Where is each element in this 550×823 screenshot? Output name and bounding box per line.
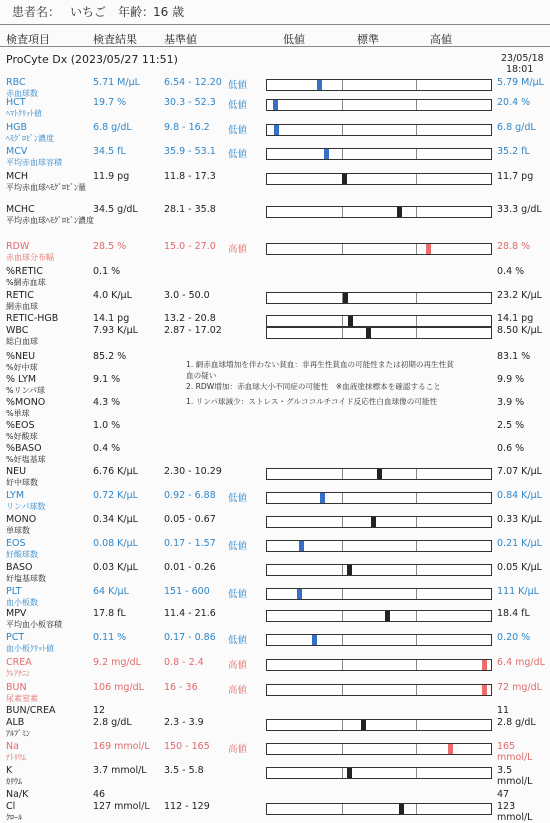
previous-value: 14.1 pg bbox=[497, 313, 534, 324]
result-value: 0.34 K/μL bbox=[93, 514, 138, 525]
reference-range: 9.8 - 16.2 bbox=[164, 122, 210, 133]
result-row bbox=[0, 266, 550, 288]
range-bar bbox=[266, 292, 492, 304]
age-label: 年齢： bbox=[118, 5, 155, 19]
result-row bbox=[0, 443, 550, 465]
range-bar bbox=[266, 148, 492, 160]
previous-value: 0.05 K/μL bbox=[497, 562, 542, 573]
range-divider bbox=[416, 744, 417, 754]
test-name: %RETIC bbox=[6, 266, 43, 277]
comment-line: 2. RDW増加：赤血球大小不同症の可能性 ※血液塗抹標本を確認すること bbox=[186, 382, 441, 391]
previous-value: 20.4 % bbox=[497, 97, 531, 108]
range-divider bbox=[342, 125, 343, 135]
result-row bbox=[0, 325, 550, 347]
reference-range: 151 - 600 bbox=[164, 586, 210, 597]
result-value: 14.1 pg bbox=[93, 313, 130, 324]
result-row bbox=[0, 490, 550, 512]
status-flag: 低値 bbox=[228, 80, 248, 91]
result-row bbox=[0, 514, 550, 536]
patient-name-label: 患者名： bbox=[12, 5, 61, 19]
range-divider bbox=[416, 565, 417, 575]
range-bar bbox=[266, 803, 492, 815]
range-divider bbox=[416, 493, 417, 503]
test-name: CREA bbox=[6, 657, 32, 668]
reference-range: 2.3 - 3.9 bbox=[164, 717, 204, 728]
range-divider bbox=[342, 635, 343, 645]
range-bar bbox=[266, 767, 492, 779]
test-name: BUN bbox=[6, 682, 27, 693]
test-subname: 好塩基球数 bbox=[6, 574, 46, 583]
result-row bbox=[0, 657, 550, 679]
reference-range: 15.0 - 27.0 bbox=[164, 241, 216, 252]
test-subname: 尿素窒素 bbox=[6, 694, 38, 703]
test-subname: %単球 bbox=[6, 409, 30, 418]
test-name: % LYM bbox=[6, 374, 37, 385]
range-divider bbox=[342, 517, 343, 527]
previous-value: 0.33 K/μL bbox=[497, 514, 542, 525]
range-bar bbox=[266, 564, 492, 576]
status-flag: 低値 bbox=[228, 125, 248, 136]
result-value: 9.2 mg/dL bbox=[93, 657, 141, 668]
range-divider bbox=[342, 149, 343, 159]
result-row bbox=[0, 466, 550, 488]
previous-value: 72 mg/dL bbox=[497, 682, 542, 693]
test-name: RDW bbox=[6, 241, 30, 252]
range-marker bbox=[482, 660, 487, 670]
previous-value: 0.6 % bbox=[497, 443, 525, 454]
test-name: MONO bbox=[6, 514, 37, 525]
result-value: 2.8 g/dL bbox=[93, 717, 132, 728]
range-marker bbox=[448, 744, 453, 754]
test-subname: 赤血球数 bbox=[6, 89, 38, 98]
range-bar bbox=[266, 173, 492, 185]
test-name: RETIC-HGB bbox=[6, 313, 59, 324]
result-row bbox=[0, 717, 550, 739]
test-subname: 血小板数 bbox=[6, 598, 38, 607]
patient-name: いちご bbox=[70, 5, 107, 19]
previous-value: 6.4 mg/dL bbox=[497, 657, 545, 668]
test-subname: 赤血球分布幅 bbox=[6, 253, 54, 262]
reference-range: 35.9 - 53.1 bbox=[164, 146, 216, 157]
test-name: K bbox=[6, 765, 13, 776]
result-row bbox=[0, 97, 550, 119]
test-subname: %リンパ球 bbox=[6, 386, 46, 395]
previous-value: 0.4 % bbox=[497, 266, 525, 277]
range-bar bbox=[266, 659, 492, 671]
age-value: 16 歳 bbox=[153, 5, 185, 19]
range-divider bbox=[416, 635, 417, 645]
test-name: PCT bbox=[6, 632, 25, 643]
result-value: 11.9 pg bbox=[93, 171, 130, 182]
range-bar bbox=[266, 468, 492, 480]
range-divider bbox=[416, 685, 417, 695]
result-row bbox=[0, 765, 550, 787]
result-value: 0.4 % bbox=[93, 443, 121, 454]
result-row bbox=[0, 741, 550, 763]
column-low-header: 低値 bbox=[283, 33, 305, 46]
range-marker bbox=[274, 125, 279, 135]
range-divider bbox=[416, 804, 417, 814]
device-title: ProCyte Dx (2023/05/27 11:51) bbox=[6, 53, 178, 66]
result-row bbox=[0, 682, 550, 704]
range-marker bbox=[426, 244, 431, 254]
result-value: 106 mg/dL bbox=[93, 682, 144, 693]
range-marker bbox=[317, 80, 322, 90]
range-divider bbox=[342, 328, 343, 338]
status-flag: 高値 bbox=[228, 744, 248, 755]
result-value: 6.8 g/dL bbox=[93, 122, 132, 133]
test-subname: %好塩基球 bbox=[6, 455, 46, 464]
range-divider bbox=[342, 744, 343, 754]
reference-range: 6.54 - 12.20 bbox=[164, 77, 222, 88]
reference-range: 150 - 165 bbox=[164, 741, 210, 752]
range-divider bbox=[416, 611, 417, 621]
range-bar bbox=[266, 719, 492, 731]
range-divider bbox=[416, 100, 417, 110]
result-row bbox=[0, 586, 550, 608]
range-divider bbox=[416, 469, 417, 479]
test-subname: 平均赤血球ﾍﾓｸﾞﾛﾋﾞﾝ濃度 bbox=[6, 216, 94, 225]
range-divider bbox=[416, 768, 417, 778]
range-bar bbox=[266, 124, 492, 136]
previous-value: 2.5 % bbox=[497, 420, 525, 431]
test-subname: ﾍﾏﾄｸﾘｯﾄ値 bbox=[6, 109, 42, 118]
test-subname: 平均血小板容積 bbox=[6, 620, 62, 629]
range-divider bbox=[416, 244, 417, 254]
result-value: 34.5 g/dL bbox=[93, 204, 138, 215]
range-bar bbox=[266, 79, 492, 91]
test-name: HCT bbox=[6, 97, 26, 108]
test-subname: 好中球数 bbox=[6, 478, 38, 487]
result-value: 169 mmol/L bbox=[93, 741, 150, 752]
status-flag: 低値 bbox=[228, 100, 248, 111]
range-marker bbox=[482, 685, 487, 695]
test-subname: 平均赤血球ﾍﾓｸﾞﾛﾋﾞﾝ量 bbox=[6, 183, 86, 192]
range-divider bbox=[416, 149, 417, 159]
range-bar bbox=[266, 610, 492, 622]
column-result-header: 検査結果 bbox=[93, 33, 137, 46]
range-marker bbox=[297, 589, 302, 599]
range-bar bbox=[266, 743, 492, 755]
range-bar bbox=[266, 99, 492, 111]
range-marker bbox=[347, 565, 352, 575]
test-name: MCV bbox=[6, 146, 28, 157]
range-divider bbox=[416, 207, 417, 217]
range-divider bbox=[416, 541, 417, 551]
result-row bbox=[0, 801, 550, 823]
result-row bbox=[0, 171, 550, 193]
test-subname: ｱﾙﾌﾞﾐﾝ bbox=[6, 729, 30, 738]
reference-range: 30.3 - 52.3 bbox=[164, 97, 216, 108]
range-bar bbox=[266, 588, 492, 600]
result-row bbox=[0, 608, 550, 630]
range-divider bbox=[416, 589, 417, 599]
range-bar bbox=[266, 243, 492, 255]
status-flag: 低値 bbox=[228, 149, 248, 160]
test-subname: ﾍﾓｸﾞﾛﾋﾞﾝ濃度 bbox=[6, 134, 54, 143]
reference-range: 0.17 - 1.57 bbox=[164, 538, 216, 549]
previous-date: 23/05/18 bbox=[501, 53, 544, 64]
range-divider bbox=[342, 541, 343, 551]
test-name: %EOS bbox=[6, 420, 35, 431]
range-divider bbox=[342, 80, 343, 90]
range-marker bbox=[347, 768, 352, 778]
test-subname: 網赤血球 bbox=[6, 302, 38, 311]
column-reference-header: 基準値 bbox=[164, 33, 197, 46]
test-subname: 総白血球 bbox=[6, 337, 38, 346]
status-flag: 高値 bbox=[228, 660, 248, 671]
test-subname: ｸﾚｱﾁﾆﾝ bbox=[6, 669, 30, 678]
previous-value: 47 bbox=[497, 789, 510, 800]
result-row bbox=[0, 122, 550, 144]
result-value: 0.1 % bbox=[93, 266, 121, 277]
test-name: RBC bbox=[6, 77, 26, 88]
result-value: 127 mmol/L bbox=[93, 801, 150, 812]
previous-value: 111 K/μL bbox=[497, 586, 539, 597]
previous-value: 35.2 fL bbox=[497, 146, 530, 157]
range-divider bbox=[342, 660, 343, 670]
test-name: %NEU bbox=[6, 351, 36, 362]
range-bar bbox=[266, 206, 492, 218]
range-divider bbox=[416, 80, 417, 90]
previous-value: 165 mmol/L bbox=[497, 741, 533, 763]
previous-value: 2.8 g/dL bbox=[497, 717, 536, 728]
test-subname: リンパ球数 bbox=[6, 502, 46, 511]
status-flag: 低値 bbox=[228, 493, 248, 504]
range-bar bbox=[266, 634, 492, 646]
reference-range: 2.30 - 10.29 bbox=[164, 466, 222, 477]
range-bar bbox=[266, 684, 492, 696]
range-bar bbox=[266, 540, 492, 552]
range-marker bbox=[377, 469, 382, 479]
column-item-header: 検査項目 bbox=[6, 33, 50, 46]
previous-value: 123 mmol/L bbox=[497, 801, 533, 823]
previous-time: 18:01 bbox=[506, 64, 534, 75]
result-value: 12 bbox=[93, 705, 106, 716]
range-marker bbox=[397, 207, 402, 217]
range-divider bbox=[342, 244, 343, 254]
previous-value: 9.9 % bbox=[497, 374, 525, 385]
test-name: NEU bbox=[6, 466, 27, 477]
range-divider bbox=[416, 174, 417, 184]
test-subname: %好中球 bbox=[6, 363, 38, 372]
range-marker bbox=[385, 611, 390, 621]
comment-line: 1. リンパ球減少：ストレス・グルココルチコイド反応性白血球像の可能性 bbox=[186, 397, 438, 406]
range-divider bbox=[342, 565, 343, 575]
status-flag: 高値 bbox=[228, 685, 248, 696]
result-row bbox=[0, 204, 550, 226]
result-row bbox=[0, 241, 550, 263]
test-name: ALB bbox=[6, 717, 25, 728]
result-row bbox=[0, 632, 550, 654]
previous-value: 18.4 fL bbox=[497, 608, 530, 619]
previous-value: 83.1 % bbox=[497, 351, 531, 362]
test-name: MPV bbox=[6, 608, 27, 619]
test-name: HGB bbox=[6, 122, 28, 133]
test-name: LYM bbox=[6, 490, 25, 501]
reference-range: 0.05 - 0.67 bbox=[164, 514, 216, 525]
test-subname: 血小板ｸﾘｯﾄ値 bbox=[6, 644, 54, 653]
reference-range: 16 - 36 bbox=[164, 682, 198, 693]
header-rule bbox=[0, 24, 550, 25]
range-divider bbox=[416, 125, 417, 135]
range-marker bbox=[361, 720, 366, 730]
previous-value: 23.2 K/μL bbox=[497, 290, 542, 301]
result-row bbox=[0, 77, 550, 99]
reference-range: 3.5 - 5.8 bbox=[164, 765, 204, 776]
range-divider bbox=[342, 768, 343, 778]
result-row bbox=[0, 146, 550, 168]
test-name: Na bbox=[6, 741, 19, 752]
result-value: 85.2 % bbox=[93, 351, 127, 362]
result-value: 19.7 % bbox=[93, 97, 127, 108]
result-value: 6.76 K/μL bbox=[93, 466, 138, 477]
result-value: 1.0 % bbox=[93, 420, 121, 431]
previous-value: 0.20 % bbox=[497, 632, 531, 643]
result-value: 0.72 K/μL bbox=[93, 490, 138, 501]
range-marker bbox=[399, 804, 404, 814]
test-name: MCH bbox=[6, 171, 28, 182]
range-marker bbox=[312, 635, 317, 645]
range-marker bbox=[342, 174, 347, 184]
reference-range: 28.1 - 35.8 bbox=[164, 204, 216, 215]
test-name: EOS bbox=[6, 538, 26, 549]
range-bar bbox=[266, 516, 492, 528]
test-name: Na/K bbox=[6, 789, 29, 800]
comment-line: 1. 網赤血球増加を伴わない貧血：非再生性貧血の可能性または初期の再生性貧 bbox=[186, 360, 454, 369]
column-rule bbox=[0, 46, 550, 47]
test-name: %MONO bbox=[6, 397, 46, 408]
test-subname: ﾅﾄﾘｳﾑ bbox=[6, 753, 26, 762]
status-flag: 低値 bbox=[228, 589, 248, 600]
previous-value: 7.07 K/μL bbox=[497, 466, 542, 477]
test-name: Cl bbox=[6, 801, 16, 812]
result-value: 9.1 % bbox=[93, 374, 121, 385]
previous-value: 11.7 pg bbox=[497, 171, 534, 182]
status-flag: 低値 bbox=[228, 635, 248, 646]
result-value: 17.8 fL bbox=[93, 608, 126, 619]
range-divider bbox=[416, 720, 417, 730]
range-marker bbox=[343, 293, 348, 303]
test-subname: %好酸球 bbox=[6, 432, 38, 441]
test-name: WBC bbox=[6, 325, 29, 336]
range-bar bbox=[266, 492, 492, 504]
reference-range: 0.92 - 6.88 bbox=[164, 490, 216, 501]
previous-value: 28.8 % bbox=[497, 241, 531, 252]
reference-range: 3.0 - 50.0 bbox=[164, 290, 210, 301]
previous-value: 0.21 K/μL bbox=[497, 538, 542, 549]
range-bar bbox=[266, 327, 492, 339]
test-subname: 単球数 bbox=[6, 526, 30, 535]
range-divider bbox=[342, 611, 343, 621]
range-marker bbox=[299, 541, 304, 551]
result-value: 4.3 % bbox=[93, 397, 121, 408]
result-value: 4.0 K/μL bbox=[93, 290, 132, 301]
range-divider bbox=[342, 720, 343, 730]
test-subname: 好酸球数 bbox=[6, 550, 38, 559]
test-subname: ｸﾛｰﾙ bbox=[6, 813, 22, 822]
reference-range: 0.8 - 2.4 bbox=[164, 657, 204, 668]
previous-value: 33.3 g/dL bbox=[497, 204, 542, 215]
test-name: BUN/CREA bbox=[6, 705, 56, 716]
reference-range: 2.87 - 17.02 bbox=[164, 325, 222, 336]
previous-value: 3.9 % bbox=[497, 397, 525, 408]
test-name: %BASO bbox=[6, 443, 42, 454]
result-value: 34.5 fL bbox=[93, 146, 126, 157]
result-row bbox=[0, 538, 550, 560]
column-high-header: 高値 bbox=[430, 33, 452, 46]
reference-range: 11.8 - 17.3 bbox=[164, 171, 216, 182]
range-divider bbox=[416, 660, 417, 670]
result-value: 0.03 K/μL bbox=[93, 562, 138, 573]
test-name: BASO bbox=[6, 562, 33, 573]
result-value: 28.5 % bbox=[93, 241, 127, 252]
result-value: 5.71 M/μL bbox=[93, 77, 140, 88]
result-value: 3.7 mmol/L bbox=[93, 765, 147, 776]
test-subname: %網赤血球 bbox=[6, 278, 46, 287]
range-divider bbox=[342, 493, 343, 503]
test-subname: ｶﾘｳﾑ bbox=[6, 777, 22, 786]
previous-value: 3.5 mmol/L bbox=[497, 765, 533, 787]
test-name: MCHC bbox=[6, 204, 35, 215]
range-divider bbox=[342, 685, 343, 695]
test-name: PLT bbox=[6, 586, 22, 597]
result-value: 46 bbox=[93, 789, 106, 800]
range-divider bbox=[342, 100, 343, 110]
range-divider bbox=[416, 328, 417, 338]
previous-value: 8.50 K/μL bbox=[497, 325, 542, 336]
range-divider bbox=[342, 804, 343, 814]
comment-line: 血の疑い bbox=[186, 371, 217, 380]
result-row bbox=[0, 290, 550, 312]
reference-range: 13.2 - 20.8 bbox=[164, 313, 216, 324]
status-flag: 低値 bbox=[228, 541, 248, 552]
range-divider bbox=[342, 207, 343, 217]
reference-range: 11.4 - 21.6 bbox=[164, 608, 216, 619]
previous-value: 6.8 g/dL bbox=[497, 122, 536, 133]
previous-value: 11 bbox=[497, 705, 510, 716]
reference-range: 112 - 129 bbox=[164, 801, 210, 812]
previous-value: 5.79 M/μL bbox=[497, 77, 544, 88]
result-value: 0.08 K/μL bbox=[93, 538, 138, 549]
status-flag: 高値 bbox=[228, 244, 248, 255]
reference-range: 0.01 - 0.26 bbox=[164, 562, 216, 573]
range-marker bbox=[324, 149, 329, 159]
result-row bbox=[0, 562, 550, 584]
result-value: 64 K/μL bbox=[93, 586, 129, 597]
previous-value: 0.84 K/μL bbox=[497, 490, 542, 501]
result-value: 7.93 K/μL bbox=[93, 325, 138, 336]
reference-range: 0.17 - 0.86 bbox=[164, 632, 216, 643]
test-subname: 平均赤血球容積 bbox=[6, 158, 62, 167]
range-marker bbox=[371, 517, 376, 527]
range-divider bbox=[416, 517, 417, 527]
range-marker bbox=[366, 328, 371, 338]
range-divider bbox=[342, 589, 343, 599]
range-marker bbox=[273, 100, 278, 110]
range-marker bbox=[320, 493, 325, 503]
range-divider bbox=[416, 293, 417, 303]
test-name: RETIC bbox=[6, 290, 34, 301]
result-row bbox=[0, 420, 550, 442]
result-value: 0.11 % bbox=[93, 632, 127, 643]
range-divider bbox=[342, 469, 343, 479]
column-normal-header: 標準 bbox=[357, 33, 379, 46]
